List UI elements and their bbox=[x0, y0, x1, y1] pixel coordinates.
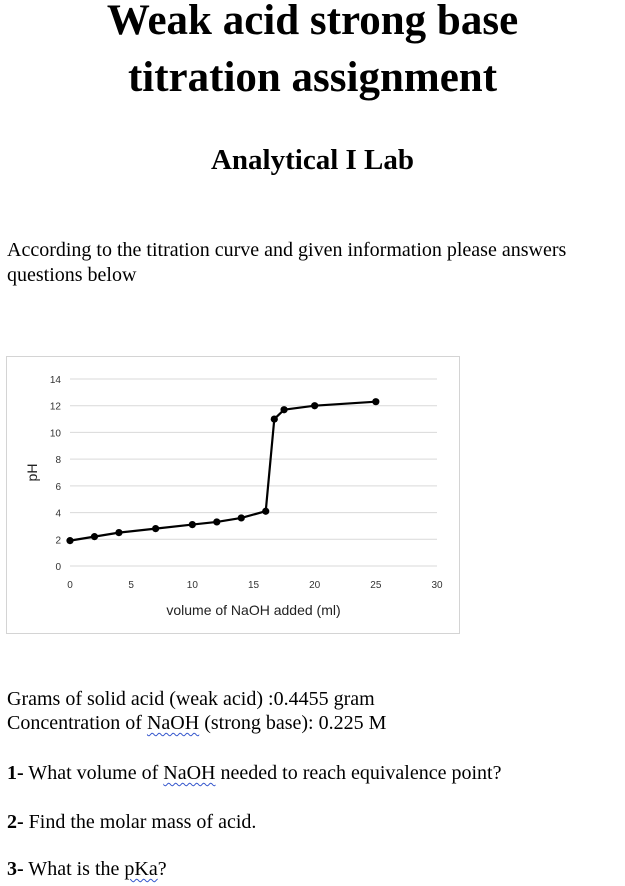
question-3-text-b: ? bbox=[157, 858, 167, 880]
acid-mass-line: Grams of solid acid (weak acid) :0.4455 gram bbox=[7, 688, 375, 710]
data-point bbox=[271, 415, 278, 422]
data-point bbox=[238, 514, 245, 521]
question-2-text: Find the molar mass of acid. bbox=[23, 811, 257, 833]
data-point bbox=[311, 402, 318, 409]
x-tick-label: 15 bbox=[247, 580, 260, 591]
subtitle: Analytical I Lab bbox=[210, 144, 415, 176]
x-tick-label: 5 bbox=[128, 580, 134, 591]
titration-chart bbox=[6, 356, 460, 634]
question-3-number: 3- bbox=[7, 858, 24, 880]
y-tick-label: 12 bbox=[49, 401, 61, 413]
data-point bbox=[152, 525, 159, 532]
question-3-pka: pKa bbox=[124, 858, 158, 880]
intro-text: According to the titration curve and given information please answers questions below bbox=[7, 239, 567, 286]
y-tick-label: 2 bbox=[55, 535, 61, 547]
x-tick-label: 30 bbox=[431, 580, 443, 591]
y-tick-label: 10 bbox=[49, 428, 61, 440]
y-tick-label: 6 bbox=[55, 481, 61, 493]
data-point bbox=[280, 406, 287, 413]
x-axis-label: volume of NaOH added (ml) bbox=[166, 602, 341, 618]
question-2 bbox=[7, 810, 256, 834]
y-axis-label: pH bbox=[24, 463, 40, 482]
question-1-number: 1- bbox=[7, 762, 24, 784]
series-line bbox=[70, 402, 376, 541]
x-tick-label: 20 bbox=[309, 580, 321, 591]
x-tick-label: 25 bbox=[370, 580, 382, 591]
title-line-2: titration assignment bbox=[127, 54, 498, 101]
data-point bbox=[372, 398, 379, 405]
conc-suffix: (strong base): 0.225 M bbox=[199, 712, 387, 734]
question-3 bbox=[7, 857, 167, 881]
data-point bbox=[213, 518, 220, 525]
question-1-naoh: NaOH bbox=[163, 762, 216, 784]
x-tick-label: 10 bbox=[186, 580, 198, 591]
y-tick-label: 8 bbox=[55, 455, 61, 467]
conc-prefix: Concentration of bbox=[7, 712, 147, 734]
y-tick-label: 14 bbox=[49, 375, 61, 386]
naoh-concentration-line bbox=[7, 711, 386, 735]
question-3-text-a: What is the bbox=[23, 858, 125, 880]
question-1-text-a: What volume of bbox=[23, 762, 164, 784]
titration-chart-svg bbox=[7, 357, 459, 633]
data-point bbox=[66, 537, 73, 544]
data-point bbox=[262, 508, 269, 515]
y-tick-label: 4 bbox=[55, 508, 61, 520]
data-point bbox=[115, 529, 122, 536]
conc-naoh: NaOH bbox=[146, 712, 200, 734]
question-1 bbox=[7, 761, 501, 785]
question-1-text-b: needed to reach equivalence point? bbox=[215, 762, 502, 784]
data-point bbox=[189, 521, 196, 528]
question-2-number: 2- bbox=[7, 811, 24, 833]
x-tick-label: 0 bbox=[67, 580, 73, 591]
title-line-1: Weak acid strong base bbox=[106, 0, 519, 44]
y-tick-label: 0 bbox=[55, 562, 61, 573]
data-point bbox=[91, 533, 98, 540]
